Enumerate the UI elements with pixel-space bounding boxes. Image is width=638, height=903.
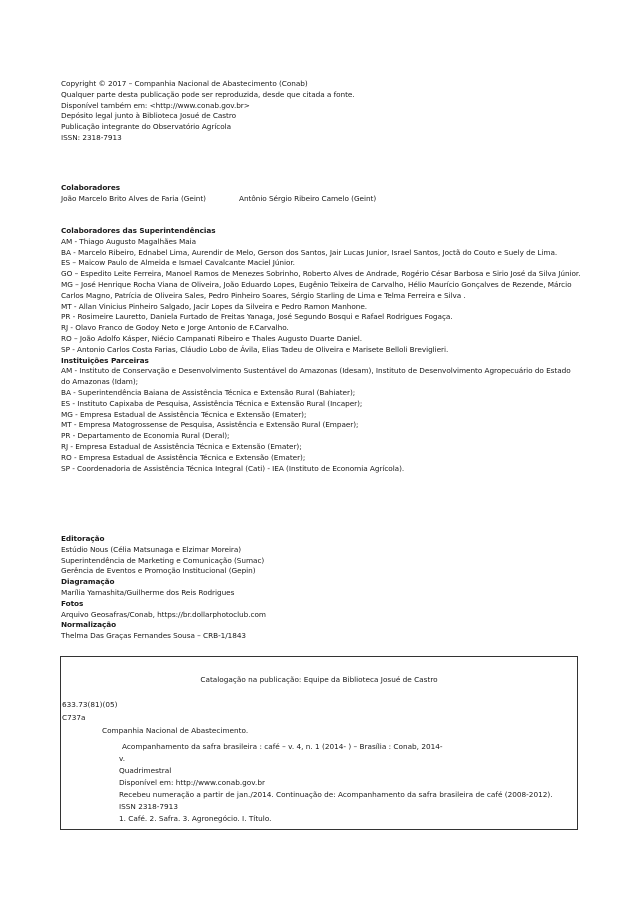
parceira-line: MT - Empresa Matogrossense de Pesquisa, Assistência e Extensão Rural (Empaer);	[61, 420, 359, 430]
superintendencias-block	[61, 226, 591, 474]
superintendencia-line: RO – João Adolfo Kásper, Niécio Campanati Ribeiro e Thales Augusto Duarte Daniel.	[61, 333, 362, 343]
colaborador-left: João Marcelo Brito Alves de Faria (Geint)	[61, 193, 206, 203]
catalog-cutter-number: C737a	[62, 713, 86, 722]
parceira-line: BA - Superintendência Baiana de Assistência Técnica e Extensão Rural (Bahiater);	[61, 387, 356, 397]
superintendencia-line: RJ - Olavo Franco de Godoy Neto e Jorge Antonio de F.Carvalho.	[61, 323, 289, 333]
catalog-line: ISSN 2318-7913	[119, 802, 178, 811]
catalog-line: Recebeu numeração a partir de jan./2014. Continuação de: Acompanhamento da safra brasileira de café (2008-2012).	[119, 790, 553, 799]
superintendencia-line: GO – Espedito Leite Ferreira, Manoel Ramos de Menezes Sobrinho, Roberto Alves de Andrade, Rogério César Barbosa e Sirio José da Silva Júnior.	[61, 269, 581, 279]
parceira-line: PR - Departamento de Economia Rural (Deral);	[61, 431, 230, 441]
parceira-line: AM - Instituto de Conservação e Desenvolvimento Sustentável do Amazonas (Idesam), Instituto de Desenvolvimento Agropecuário do Estado	[61, 366, 571, 376]
catalog-line: Quadrimestral	[119, 766, 172, 775]
parceira-line: do Amazonas (Idam);	[61, 377, 139, 387]
normalizacao-heading: Normalização	[61, 620, 117, 630]
catalog-line: v.	[119, 754, 126, 763]
catalog-line[interactable]: Disponível em: http://www.conab.gov.br	[119, 778, 265, 787]
colaboradores-heading: Colaboradores	[61, 183, 121, 192]
issn-line: ISSN: 2318-7913	[61, 132, 122, 142]
legal-deposit-line: Depósito legal junto à Biblioteca Josué de Castro	[61, 111, 237, 121]
catalog-main-entry: Companhia Nacional de Abastecimento.	[102, 726, 249, 735]
parceira-line: MG - Empresa Estadual de Assistência Técnica e Extensão (Emater);	[61, 409, 307, 419]
normalizacao-line: Thelma Das Graças Fernandes Sousa – CRB-1/1843	[61, 631, 247, 641]
editoracao-line: Estúdio Nous (Célia Matsunaga e Elzimar Moreira)	[61, 544, 242, 554]
catalog-title: Catalogação na publicação: Equipe da Biblioteca Josué de Castro	[200, 675, 438, 684]
editoracao-block	[61, 534, 591, 642]
superintendencia-line: MT - Allan Vinicius Pinheiro Salgado, Jacir Lopes da Silveira e Pedro Ramon Manhone.	[61, 301, 368, 311]
superintendencia-line: PR - Rosimeire Lauretto, Daniela Furtado de Freitas Yanaga, José Segundo Bosqui e Rafael Rodrigues Fogaça.	[61, 312, 453, 322]
copyright-block	[61, 79, 591, 144]
colaboradores-block	[61, 183, 591, 205]
fotos-line: Arquivo Geosafras/Conab, https://br.dollarphotoclub.com	[61, 609, 266, 619]
parceira-line: RJ - Empresa Estadual de Assistência Técnica e Extensão (Emater);	[61, 441, 302, 451]
fotos-heading: Fotos	[61, 598, 84, 608]
available-line[interactable]: Disponível também em: <http://www.conab.gov.br>	[61, 100, 250, 110]
catalog-class-number: 633.73(81)(05)	[62, 700, 118, 709]
editoracao-line: Superintendência de Marketing e Comunicação (Sumac)	[61, 555, 265, 565]
catalog-line: 1. Café. 2. Safra. 3. Agronegócio. I. Título.	[119, 814, 272, 823]
observatory-line: Publicação integrante do Observatório Agrícola	[61, 122, 232, 132]
superintendencia-line: ES – Maicow Paulo de Almeida e Ismael Cavalcante Maciel Júnior.	[61, 258, 295, 268]
diagramacao-line: Marília Yamashita/Guilherme dos Reis Rodrigues	[61, 587, 235, 597]
superintendencias-heading: Colaboradores das Superintendências	[61, 226, 216, 235]
copyright-line: Copyright © 2017 – Companhia Nacional de Abastecimento (Conab)	[61, 79, 308, 88]
catalog-line: Acompanhamento da safra brasileira : café – v. 4, n. 1 (2014- ) – Brasília : Conab, 2014-	[122, 742, 443, 751]
parceira-line: ES - Instituto Capixaba de Pesquisa, Assistência Técnica e Extensão Rural (Incaper);	[61, 398, 363, 408]
diagramacao-heading: Diagramação	[61, 577, 115, 587]
superintendencia-line: BA - Marcelo Ribeiro, Ednabel Lima, Aurendir de Melo, Gerson dos Santos, Jair Lucas Junior, Israel Santos, Joctã do Couto e Suely de Lima.	[61, 247, 558, 257]
parceiras-heading: Instituições Parceiras	[61, 355, 149, 365]
editoracao-line: Gerência de Eventos e Promoção Institucional (Gepin)	[61, 566, 256, 576]
editoracao-heading: Editoração	[61, 534, 105, 543]
parceira-line: SP - Coordenadoria de Assistência Técnica Integral (Cati) - IEA (Instituto de Economia Agrícola).	[61, 463, 405, 473]
colaborador-right: Antônio Sérgio Ribeiro Camelo (Geint)	[239, 193, 377, 203]
superintendencia-line: SP - Antonio Carlos Costa Farias, Cláudio Lobo de Ávila, Elias Tadeu de Oliveira e Marisete Belloli Breviglieri.	[61, 344, 449, 354]
superintendencia-line: AM - Thiago Augusto Magalhães Maia	[61, 236, 197, 246]
parceira-line: RO - Empresa Estadual de Assistência Técnica e Extensão (Emater);	[61, 452, 306, 462]
superintendencia-line: MG – José Henrique Rocha Viana de Oliveira, João Eduardo Lopes, Eugênio Teixeira de Carvalho, Hélio Maurício Gonçalves de Rezende, Márcio	[61, 279, 572, 289]
superintendencia-line: Carlos Magno, Patrícia de Oliveira Sales, Pedro Pinheiro Soares, Sérgio Starling de Lima e Telma Ferreira e Silva .	[61, 290, 466, 300]
catalog-card	[60, 656, 578, 830]
reproduction-line: Qualquer parte desta publicação pode ser reproduzida, desde que citada a fonte.	[61, 89, 355, 99]
